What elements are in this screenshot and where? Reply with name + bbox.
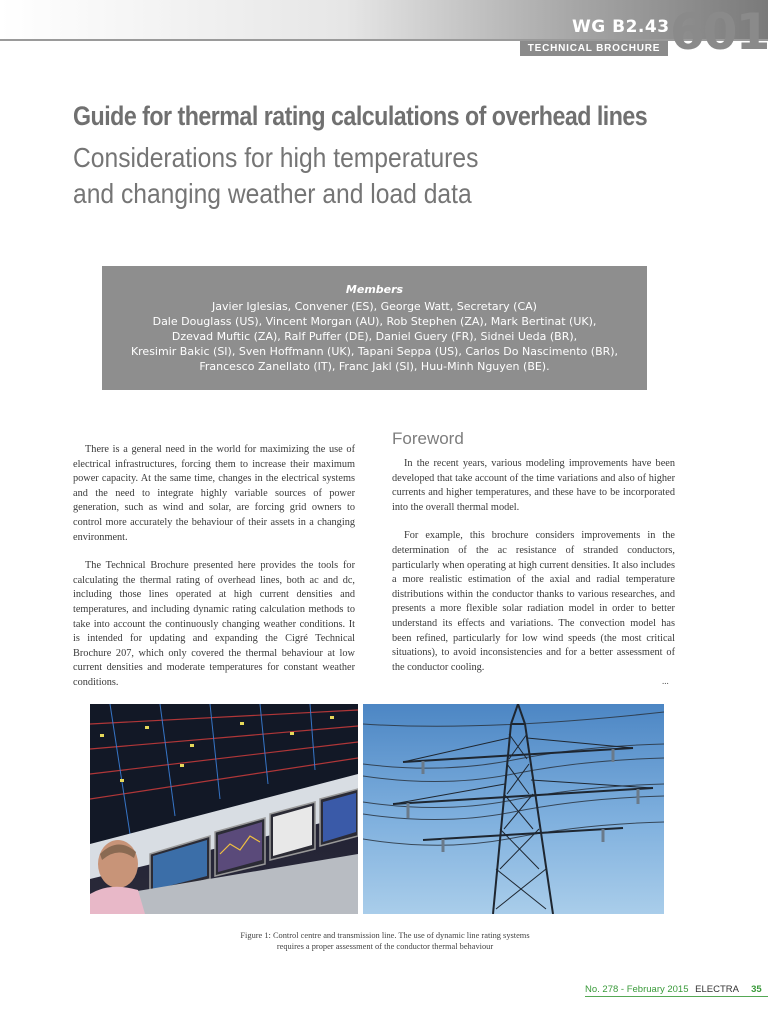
continuation-mark: ...: [662, 676, 669, 686]
page-title: Guide for thermal rating calculations of overhead lines: [73, 101, 648, 131]
members-line: Kresimir Bakic (SI), Sven Hoffmann (UK), Tapani Seppa (US), Carlos Do Nascimento (BR),: [130, 345, 619, 358]
intro-paragraph: The Technical Brochure presented here provides the tools for calculating the thermal rating of overhead lines, both ac and dc, including those lines operated at high current densities and temperatures, and including dynamic rating calculation methods to take into account the continuously changing weather conditions. It is intended for updating and expanding the Cigré Technical Brochure 207, which only covered the thermal behaviour at low current densities and moderate temperatures for constant weather conditions.: [73, 560, 355, 688]
foreword-heading: Foreword: [392, 429, 464, 448]
members-line: Dale Douglass (US), Vincent Morgan (AU), Rob Stephen (ZA), Mark Bertinat (UK),: [152, 315, 597, 328]
foreword-paragraph: For example, this brochure considers improvements in the determination of the ac resistance of stranded conductors, particularly when operating at high current densities. It also includes a more realistic estimation of the axial and radial temperature distributions within the conductor thanks to various researches, and presents a more flexible solar radiation model in order to better understand its effects and variations. The convection model has been refined, particularly for low wind speeds (the most critical situations), to avoid inconsistencies and for a better assessment of the conductor cooling.: [392, 530, 675, 673]
foreword-paragraph: In the recent years, various modeling improvements have been developed that take account of the time variations and also of higher currents and higher temperatures, and these have to be incorporated into the overall thermal model.: [392, 458, 675, 513]
foreword-column: [392, 457, 675, 689]
members-heading: Members: [345, 283, 404, 296]
page-subtitle: [73, 140, 478, 212]
issue-label: No. 278 - February 2015: [585, 984, 689, 995]
technical-brochure-label: TECHNICAL BROCHURE: [520, 41, 668, 56]
transmission-tower-photo: [363, 704, 664, 914]
magazine-name: ELECTRA: [695, 984, 739, 995]
members-box: [102, 266, 647, 390]
intro-column: [73, 443, 355, 705]
working-group-label: WG B2.43: [572, 17, 670, 37]
page-number: 35: [751, 984, 762, 995]
members-line: Javier Iglesias, Convener (ES), George Watt, Secretary (CA): [212, 300, 537, 313]
footer-rule: [585, 996, 768, 997]
page-footer: [585, 984, 762, 995]
subtitle-line: and changing weather and load data: [73, 178, 472, 209]
caption-line: Figure 1: Control centre and transmission line. The use of dynamic line rating systems: [240, 931, 530, 940]
brochure-number: 601: [670, 3, 768, 61]
control-centre-photo: [90, 704, 358, 914]
members-line: Dzevad Muftic (ZA), Ralf Puffer (DE), Daniel Guery (FR), Sidnei Ueda (BR),: [171, 330, 578, 343]
figure-caption: [190, 930, 580, 952]
intro-paragraph: There is a general need in the world for maximizing the use of electrical infrastructures, forcing them to increase their maximum power capacity. At the same time, changes in the electrical systems and the need to integrate highly variable sources of power generation, such as wind and solar, are forcing grid owners to control more accurately the behaviour of their assets in a changing environment.: [73, 444, 355, 543]
subtitle-line: Considerations for high temperatures: [73, 142, 479, 173]
members-line: Francesco Zanellato (IT), Franc Jakl (SI), Huu-Minh Nguyen (BE).: [199, 360, 550, 373]
caption-line: requires a proper assessment of the conductor thermal behaviour: [276, 942, 494, 951]
